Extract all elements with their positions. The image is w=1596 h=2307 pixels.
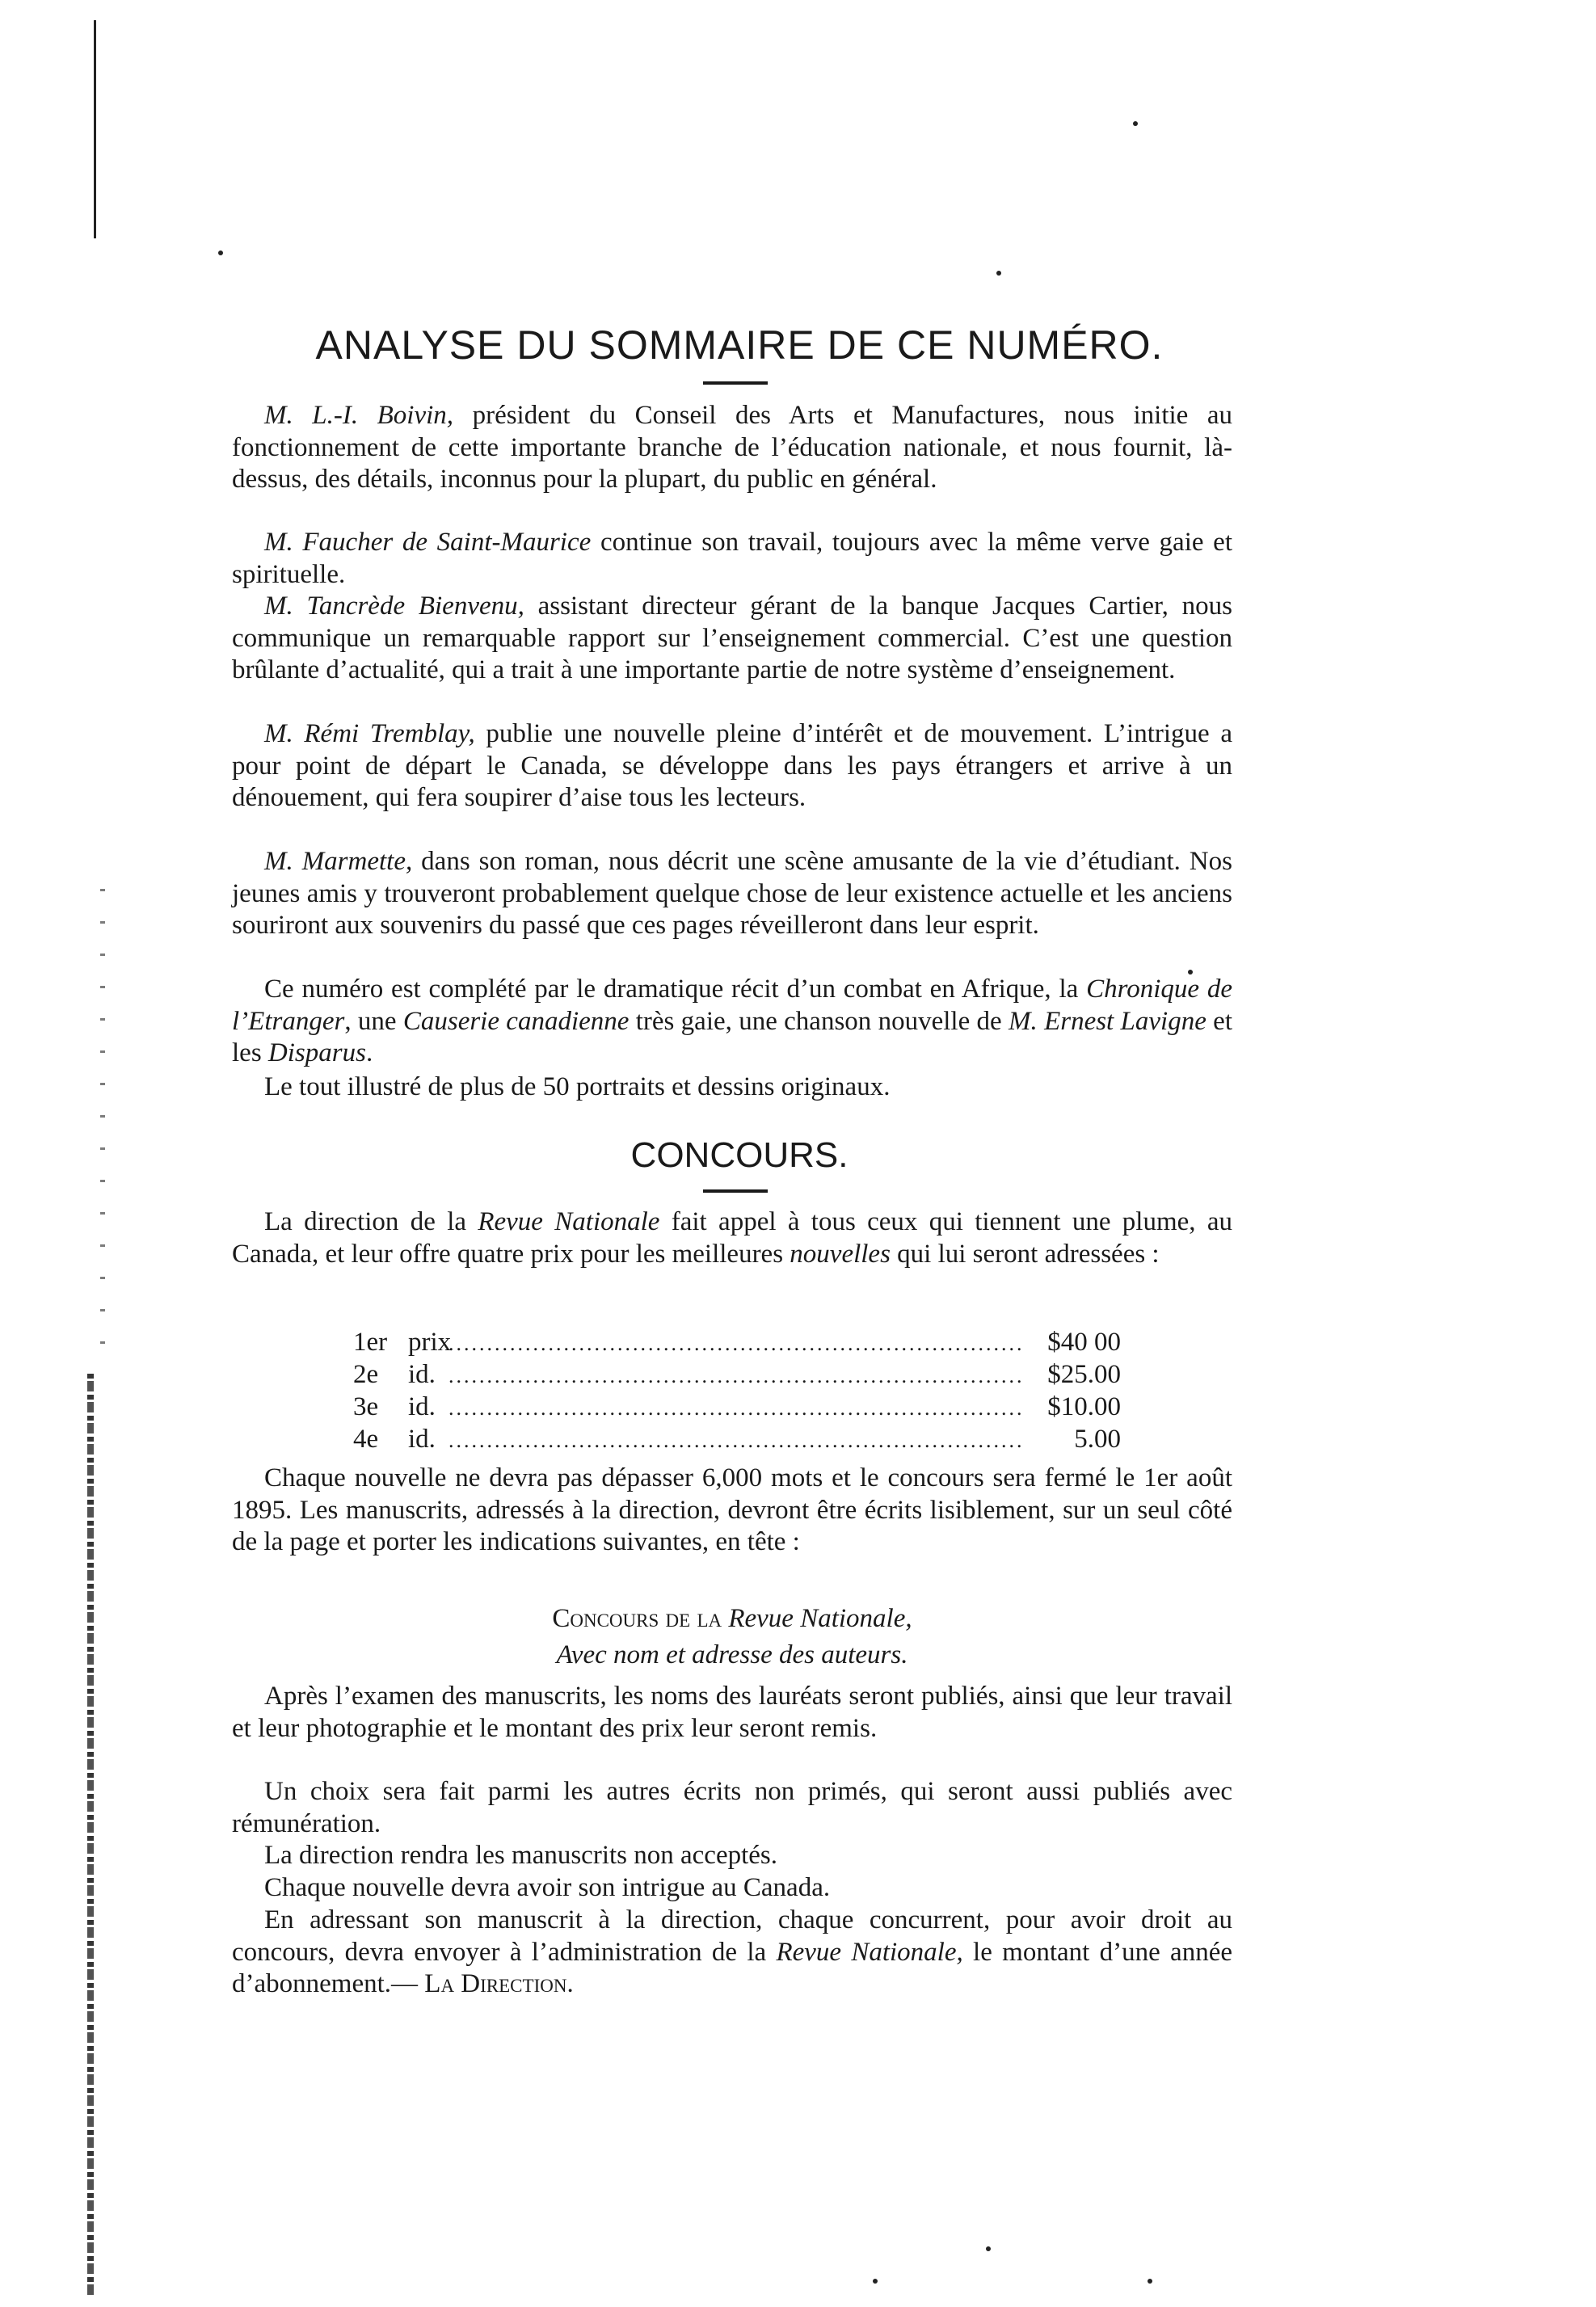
concours-intro: La direction de la Revue Nationale fait appel à tous ceux qui tiennent une plume, au Canada, et leur offre quatre prix pour les meilleures nouvelles qui lui seront adressées :: [232, 1207, 1233, 1269]
author-name: M. Rémi Tremblay,: [264, 719, 475, 748]
author-name: M. Tancrède Bienvenu,: [264, 591, 524, 621]
page-title: ANALYSE DU SOMMAIRE DE CE NUMÉRO.: [315, 322, 1164, 368]
prize-row: 4e id. ..... 5.00: [353, 1425, 1121, 1457]
speck: [218, 250, 223, 255]
rule-subscription: En adressant son manuscrit à la direction, chaque concurrent, pour avoir droit au concours, devra envoyer à l’administration de la Revue Nationale, le montant d’une année d’abonnement.— La Direction.: [232, 1905, 1232, 1999]
title-rule: [703, 381, 768, 385]
binding-marks: [100, 889, 105, 1374]
section-title-concours: CONCOURS.: [630, 1135, 849, 1175]
speck: [996, 271, 1001, 276]
binding-edge: [87, 1374, 94, 2295]
concours-rules: Chaque nouvelle ne devra pas dépasser 6,000 mots et le concours sera fermé le 1er août 1895. Les manuscrits, adressés à la direction, devront être écrits lisiblement, sur un seul côté de la page et porter les indications suivantes, en tête :: [232, 1463, 1232, 1557]
section-rule: [703, 1189, 768, 1193]
summary-boivin: M. L.-I. Boivin, président du Conseil des Arts et Manufactures, nous initie au fonctionnement de cette importante branche de l’éducation nationale, et nous fournit, là-dessus, des détails, inconnus pour la plupart, du public en général.: [232, 401, 1232, 495]
prize-row: 3e id. ..... $10.00: [353, 1392, 1121, 1425]
summary-marmette: M. Marmette, dans son roman, nous décrit une scène amusante de la vie d’étudiant. Nos jeunes amis y trouveront probablement quelque chose de leur existence actuelle et les anciens souriront aux souvenirs du passé que ces pages réveilleront dans leur esprit.: [232, 847, 1232, 941]
author-name: M. L.-I. Boivin,: [264, 401, 454, 430]
summary-faucher: M. Faucher de Saint-Maurice continue son travail, toujours avec la même verve gaie et spirituelle.: [232, 528, 1232, 589]
summary-bienvenu: M. Tancrède Bienvenu, assistant directeur gérant de la banque Jacques Cartier, nous communique un remarquable rapport sur l’enseignement commercial. C’est une question brûlante d’actualité, qui a trait à une importante partie de notre système d’enseignement.: [232, 591, 1232, 685]
speck: [873, 2279, 878, 2284]
summary-complement: Ce numéro est complété par le dramatique récit d’un combat en Afrique, la Chronique de l’Etranger, une Causerie canadienne très gaie, une chanson nouvelle de M. Ernest Lavigne et les Disparus.: [232, 975, 1232, 1068]
summary-illustrated: Le tout illustré de plus de 50 portraits et dessins originaux.: [264, 1072, 891, 1101]
rule-returns: La direction rendra les manuscrits non acceptés.: [264, 1841, 777, 1870]
manuscript-header: Concours de la Revue Nationale,: [552, 1604, 912, 1633]
rule-other-writings: Un choix sera fait parmi les autres écrits non primés, qui seront aussi publiés avec rémunération.: [232, 1777, 1232, 1838]
prize-row: 2e id. ..... $25.00: [353, 1360, 1121, 1392]
speck: [1133, 121, 1138, 126]
manuscript-header-sub: Avec nom et adresse des auteurs.: [556, 1640, 908, 1669]
rule-laureates: Après l’examen des manuscrits, les noms des lauréats seront publiés, ainsi que leur travail et leur photographie et le montant des prix leur seront remis.: [232, 1682, 1232, 1743]
author-name: M. Faucher de Saint-Maurice: [264, 528, 592, 557]
page-edge-mark: [94, 20, 96, 238]
prize-row: 1er prix ..... $40 00: [353, 1328, 1121, 1360]
speck: [986, 2246, 991, 2251]
rule-canada: Chaque nouvelle devra avoir son intrigue au Canada.: [264, 1873, 831, 1902]
author-name: M. Marmette,: [264, 847, 413, 876]
signature: La Direction.: [424, 1969, 574, 1999]
summary-tremblay: M. Rémi Tremblay, publie une nouvelle pleine d’intérêt et de mouvement. L’intrigue a pour point de départ le Canada, se développe dans les pays étrangers et arrive à un dénouement, qui fera soupirer d’aise tous les lecteurs.: [232, 719, 1232, 813]
speck: [1148, 2279, 1152, 2284]
